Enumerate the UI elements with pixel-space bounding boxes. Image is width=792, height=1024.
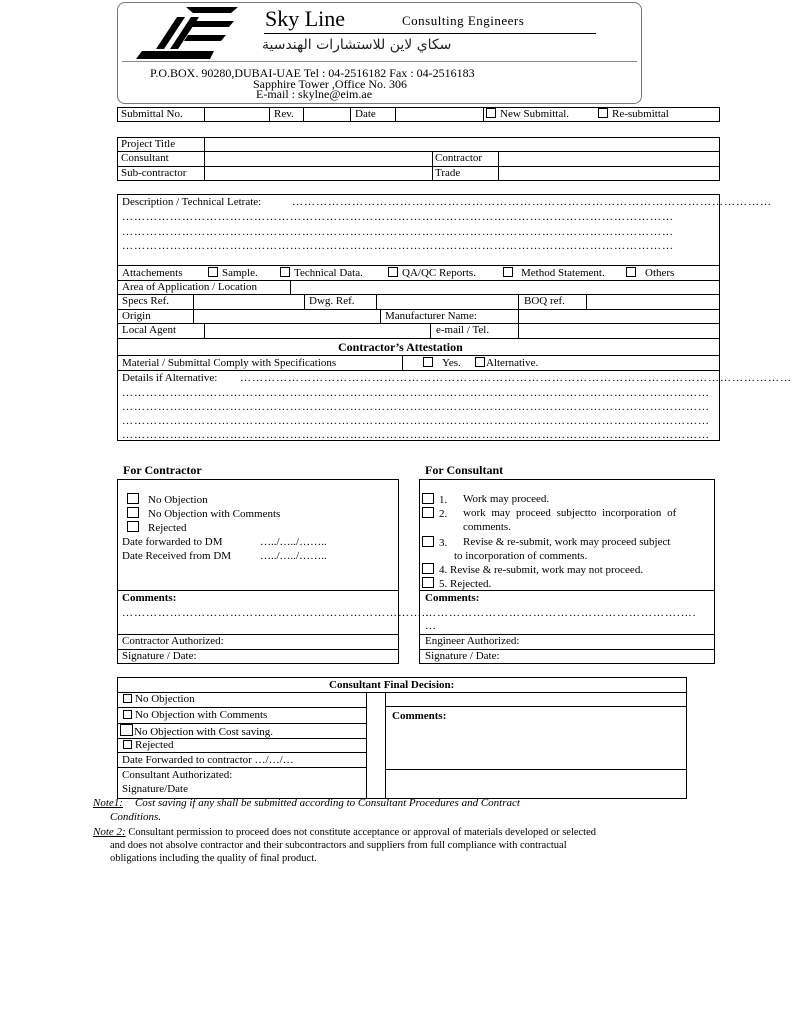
attachment-method-option[interactable]: [503, 267, 605, 280]
note2: [93, 826, 596, 839]
company-logo: [134, 7, 238, 59]
contractor-rejected-option[interactable]: [127, 521, 186, 535]
contractor-no-objection-comments-checkbox[interactable]: [127, 507, 139, 518]
final-no-objection-option[interactable]: [123, 693, 195, 706]
header-email: E-mail : skylne@eim.ae: [256, 87, 373, 101]
consultant-opt5-option[interactable]: [422, 577, 491, 591]
header-address-1: P.O.BOX. 90280,DUBAI-UAE Tel : 04-2516182 Fax : 04-2516183: [150, 66, 475, 80]
header-rule: [264, 33, 596, 34]
others-label: Others: [645, 267, 675, 279]
note2-text-cont-2: obligations including the quality of final product.: [110, 853, 317, 864]
contractor-no-objection-checkbox[interactable]: [127, 493, 139, 504]
contractor-signature-label: Signature / Date:: [122, 650, 197, 662]
final-signature-label: Signature/Date: [122, 783, 188, 795]
contractor-authorized-label: Contractor Authorized:: [122, 635, 224, 647]
contractor-rejected-checkbox[interactable]: [127, 521, 139, 532]
contractor-comments-line[interactable]: …………………………………………………………………..: [122, 607, 430, 619]
dwg-ref-label: Dwg. Ref.: [309, 295, 355, 307]
note1-text: Cost saving if any shall be submitted according to Consultant Procedures and Contract: [134, 797, 520, 809]
note1: [93, 797, 520, 810]
consultant-opt1-checkbox[interactable]: [422, 493, 434, 504]
final-no-objection-comments-checkbox[interactable]: [123, 710, 132, 719]
contractor-label: Contractor: [435, 152, 483, 164]
final-rejected-checkbox[interactable]: [123, 740, 132, 749]
boq-ref-field[interactable]: [587, 295, 719, 308]
attachment-others-option[interactable]: [626, 267, 674, 280]
consultant-opt2-num: 2.: [439, 508, 448, 520]
yes-option[interactable]: [423, 357, 461, 370]
alternative-line-3[interactable]: …………………………………………………………………………………………………………………………………: [122, 401, 710, 413]
resubmittal-label: Re-submittal: [612, 108, 669, 120]
specs-ref-label: Specs Ref.: [122, 295, 170, 307]
dwg-ref-field[interactable]: [377, 295, 517, 308]
description-line-1[interactable]: …………………………………………………………………………………………………………: [292, 196, 772, 208]
consultant-opt4-option[interactable]: [422, 563, 643, 577]
specs-ref-field[interactable]: [194, 295, 303, 308]
area-field[interactable]: [291, 281, 719, 294]
sample-label: Sample.: [222, 267, 258, 279]
date-received-dm-field[interactable]: …../…../……..: [260, 550, 327, 562]
date-field[interactable]: [396, 108, 482, 121]
note2-text: Consultant permission to proceed does not constitute acceptance or approval of materials developed or selected: [128, 827, 597, 838]
attachment-sample-option[interactable]: [208, 267, 258, 280]
sample-checkbox[interactable]: [208, 267, 218, 277]
consultant-opt2-label-cont: comments.: [463, 521, 511, 533]
date-received-dm-label: Date Received from DM: [122, 550, 232, 562]
alternative-label: Alternative.: [486, 357, 539, 369]
final-date-forwarded[interactable]: Date Forwarded to contractor …/…/…: [122, 754, 294, 766]
manufacturer-label: Manufacturer Name:: [385, 310, 477, 322]
manufacturer-field[interactable]: [519, 310, 719, 323]
qaqc-checkbox[interactable]: [388, 267, 398, 277]
qaqc-label: QA/QC Reports.: [402, 267, 476, 279]
consultant-opt4-checkbox[interactable]: [422, 563, 434, 574]
final-cost-saving-label: No Objection with Cost saving.: [134, 726, 274, 738]
company-name: Sky Line: [265, 6, 346, 31]
alternative-option[interactable]: [475, 357, 538, 370]
consultant-opt3-option[interactable]: [422, 536, 447, 550]
consultant-opt5-label: 5. Rejected.: [439, 578, 492, 590]
consultant-signature-label: Signature / Date:: [425, 650, 500, 662]
yes-checkbox[interactable]: [423, 357, 433, 367]
resubmittal-checkbox[interactable]: [598, 108, 608, 118]
final-decision-title: Consultant Final Decision:: [329, 679, 455, 691]
alternative-line-5[interactable]: …………………………………………………………………………………………………………………………………: [122, 429, 710, 441]
consultant-opt2-checkbox[interactable]: [422, 507, 434, 518]
new-submittal-checkbox[interactable]: [486, 108, 496, 118]
alternative-checkbox[interactable]: [475, 357, 485, 367]
local-agent-label: Local Agent: [122, 324, 177, 336]
new-submittal-option[interactable]: [486, 108, 569, 121]
project-title-label: Project Title: [121, 138, 176, 150]
technical-data-checkbox[interactable]: [280, 267, 290, 277]
consultant-opt1-label: Work may proceed.: [463, 493, 550, 505]
attachment-qaqc-option[interactable]: [388, 267, 476, 280]
origin-field[interactable]: [194, 310, 379, 323]
consultant-comments-label: Comments:: [425, 592, 480, 604]
consultant-field[interactable]: [205, 152, 431, 165]
contractor-field[interactable]: [499, 152, 719, 165]
area-label: Area of Application / Location: [122, 281, 258, 293]
contractor-rejected-label: Rejected: [148, 522, 187, 534]
date-forwarded-dm-label: Date forwarded to DM: [122, 536, 223, 548]
rev-label: Rev.: [274, 108, 294, 120]
subcontractor-field[interactable]: [205, 167, 431, 180]
final-comments-field[interactable]: [386, 724, 686, 768]
technical-data-label: Technical Data.: [294, 267, 363, 279]
final-no-objection-comments-option[interactable]: [123, 709, 267, 722]
consultant-opt4-label: 4. Revise & re-submit, work may not proceed.: [439, 564, 644, 576]
date-label: Date: [355, 108, 376, 120]
submittal-no-label: Submittal No.: [121, 108, 183, 120]
alternative-line-4[interactable]: …………………………………………………………………………………………………………………………………: [122, 415, 710, 427]
engineer-authorized-label: Engineer Authorized:: [425, 635, 520, 647]
consultant-opt3-label: Revise & re-submit, work may proceed subject: [463, 536, 671, 548]
consultant-comments-line-2[interactable]: …: [425, 620, 436, 632]
consultant-opt2-option[interactable]: [422, 507, 447, 521]
others-checkbox[interactable]: [626, 267, 636, 277]
note2-text-cont-1: and does not absolve contractor and their subcontractors and suppliers from full compliance with contractual: [110, 840, 567, 851]
email-tel-label: e-mail / Tel.: [436, 324, 490, 336]
project-title-field[interactable]: [205, 138, 719, 151]
consultant-opt3-checkbox[interactable]: [422, 536, 434, 547]
contractor-no-objection-comments-option[interactable]: [127, 507, 280, 521]
consultant-opt3-num: 3.: [439, 537, 448, 549]
for-consultant-title: For Consultant: [425, 463, 504, 477]
alternative-line-2[interactable]: …………………………………………………………………………………………………………………………………: [122, 387, 710, 399]
contractor-comments-label: Comments:: [122, 592, 177, 604]
header-address-2: Sapphire Tower ,Office No. 306: [253, 77, 408, 91]
new-submittal-label: New Submittal.: [500, 108, 570, 120]
contractor-no-objection-label: No Objection: [148, 494, 208, 506]
method-statement-checkbox[interactable]: [503, 267, 513, 277]
resubmittal-option[interactable]: [598, 108, 669, 121]
company-arabic-name: سكاي لاين للاستشارات الهندسية: [262, 37, 452, 53]
boq-ref-label: BOQ ref.: [524, 295, 565, 307]
attachments-label: Attachements: [122, 267, 183, 279]
for-contractor-title: For Contractor: [123, 463, 202, 477]
trade-label: Trade: [435, 167, 461, 179]
consultant-comments-line-1[interactable]: ……………………………………………………….….: [425, 607, 697, 619]
description-line-2[interactable]: …………………………………………………………………………………………………………………………: [122, 211, 674, 223]
final-no-objection-label: No Objection: [135, 693, 195, 705]
rev-field[interactable]: [304, 108, 349, 121]
consultant-opt1-option[interactable]: [422, 493, 447, 507]
consultant-opt3-label-cont: to incorporation of comments.: [454, 550, 588, 562]
note1-label: Note1:: [93, 797, 123, 809]
attachment-technical-option[interactable]: [280, 267, 363, 280]
contractor-no-objection-option[interactable]: [127, 493, 208, 507]
final-no-objection-comments-label: No Objection with Comments: [135, 709, 268, 721]
yes-label: Yes.: [442, 357, 461, 369]
description-label: Description / Technical Letrate:: [122, 196, 262, 208]
email-tel-field[interactable]: [519, 324, 719, 337]
trade-field[interactable]: [499, 167, 719, 180]
final-no-objection-checkbox[interactable]: [123, 694, 132, 703]
attestation-title: Contractor’s Attestation: [338, 340, 463, 354]
consultant-authorizated-label: Consultant Authorizated:: [122, 769, 233, 781]
submittal-no-field[interactable]: [205, 108, 268, 121]
note2-label: Note 2:: [93, 826, 126, 838]
comply-label: Material / Submittal Comply with Specifications: [122, 357, 337, 369]
consultant-opt1-num: 1.: [439, 494, 448, 506]
method-statement-label: Method Statement.: [521, 267, 605, 279]
consultant-opt2-label: work may proceed subjectto incorporation of: [463, 507, 677, 519]
company-subtitle: Consulting Engineers: [402, 13, 525, 28]
consultant-label: Consultant: [121, 152, 169, 164]
final-rejected-label: Rejected: [135, 739, 174, 751]
final-rejected-option[interactable]: [123, 739, 173, 752]
date-forwarded-dm-field[interactable]: …../…../……..: [260, 536, 327, 548]
local-agent-field[interactable]: [205, 324, 429, 337]
subcontractor-label: Sub-contractor: [121, 167, 187, 179]
header-rule-2: [122, 61, 637, 62]
description-line-3[interactable]: …………………………………………………………………………………………………………………………: [122, 226, 674, 238]
final-comments-label: Comments:: [392, 710, 447, 722]
contractor-no-objection-comments-label: No Objection with Comments: [148, 508, 281, 520]
description-line-4[interactable]: …………………………………………………………………………………………………………………………: [122, 240, 674, 252]
alternative-details-label: Details if Alternative:: [122, 372, 218, 384]
note1-text-cont: Conditions.: [110, 811, 162, 823]
consultant-opt5-checkbox[interactable]: [422, 577, 434, 588]
origin-label: Origin: [122, 310, 151, 322]
final-cost-saving-option[interactable]: [120, 724, 273, 739]
alternative-line-1[interactable]: …………………………………………………………………………………………………………………………: [240, 372, 792, 384]
final-cost-saving-checkbox[interactable]: [120, 724, 133, 736]
